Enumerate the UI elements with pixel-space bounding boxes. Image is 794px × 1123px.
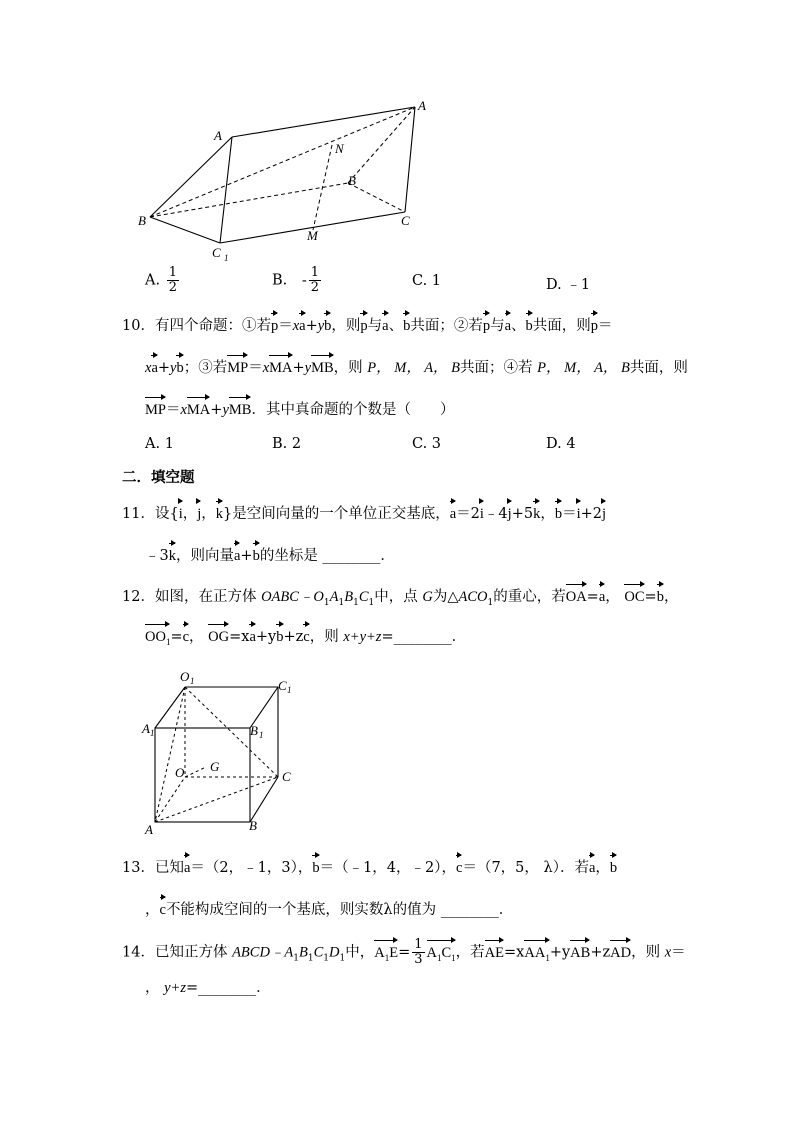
label-B: B [138, 213, 146, 228]
section-heading: 二．填空题 [122, 470, 195, 486]
q10-line3: MP＝xMA+yMB．其中真命题的个数是（ ） [145, 402, 455, 418]
label-C1-sub: 1 [224, 253, 229, 263]
numerator: 1 [310, 265, 320, 280]
vector-p: p [270, 318, 279, 334]
prism-figure [130, 95, 440, 265]
label-O: O [175, 765, 185, 780]
q9-option-c[interactable]: C. 1 [412, 273, 442, 289]
vector-a: a [299, 318, 306, 334]
label-C1: C [278, 678, 287, 693]
q10-line1: 10．有四个命题：①若p＝xa+yb，则p与a、b共面；②若p与a、b共面，则p＝ [122, 318, 613, 334]
svg-text:1: 1 [259, 730, 264, 740]
label-A1: A [142, 721, 150, 736]
numerator: 1 [168, 265, 177, 280]
q9-option-d[interactable]: D. ﹣1 [546, 277, 591, 293]
svg-text:1: 1 [287, 685, 292, 695]
label-C: C [401, 213, 410, 228]
q10-option-c[interactable]: C. 3 [412, 436, 442, 452]
fraction-one-third: $\frac{1}{3}$ [414, 937, 423, 967]
q11-line2: ﹣3k，则向量a+b的坐标是 ________． [145, 548, 395, 564]
svg-text:1: 1 [190, 676, 195, 686]
label-O1: O [180, 669, 190, 684]
q9-option-a[interactable] [145, 266, 181, 295]
fraction [309, 266, 321, 295]
label-C: C [282, 769, 291, 784]
vector-b: b [324, 318, 332, 334]
q10-option-d[interactable]: D. 4 [546, 436, 576, 452]
label-A1: A [418, 98, 426, 113]
denominator: 2 [168, 280, 177, 295]
q10-line2: xa+yb；③若MP＝xMA+yMB，则 P， M， A， B共面；④若 P， M， A， B共面，则 [145, 360, 688, 376]
label-A: A [145, 822, 153, 837]
q10-option-b[interactable]: B. 2 [272, 436, 302, 452]
q14-line1: 14．已知正方体 $ABCD﹣A_1B_1C_1D_1$中，$A_1E=$ $\frac{1}{3}$ $A_1C_1$，若AE=xAA$_1$+yAB+zAD，则 x＝ [122, 937, 686, 967]
label-N: N [335, 141, 344, 156]
option-letter: B. [272, 272, 288, 289]
q14-line2: ， y+z=________． [145, 980, 271, 996]
q12-line2: $OO_1=c$， OG=xa+yb+zc，则 x+y+z=________． [145, 627, 466, 652]
denominator: 2 [310, 280, 320, 295]
label-B1: B [250, 723, 258, 738]
option-letter: A. [145, 272, 161, 289]
label-B: B [249, 818, 257, 833]
minus-sign: - [301, 272, 307, 289]
q13-line2: ，c不能构成空间的一个基底，则实数λ的值为 ________． [145, 902, 514, 918]
q12-line1: 12．如图，在正方体 $OABC﹣O_1A_1B_1C_1$中，点 G为$\triangle ACO_1$的重心，若OA=a， OC=b， [122, 589, 679, 608]
q11-line1: 11．设{i，j，k}是空间向量的一个单位正交基底，a＝2i﹣4j+5k，b＝i+2j [122, 506, 607, 522]
label-B1: B [348, 173, 356, 188]
fraction [167, 266, 179, 295]
label-C1: C [212, 245, 221, 260]
label-G: G [210, 759, 220, 774]
cube-figure [140, 667, 310, 839]
q9-option-b[interactable] [272, 266, 323, 295]
label-A: A [214, 128, 222, 143]
svg-text:1: 1 [150, 728, 155, 738]
label-M: M [307, 228, 318, 243]
q13-line1: 13．已知a＝（2，﹣1，3），b＝（﹣1，4，﹣2），c＝（7，5， λ）．若a，b [122, 860, 618, 876]
q10-option-a[interactable]: A. 1 [145, 436, 174, 452]
